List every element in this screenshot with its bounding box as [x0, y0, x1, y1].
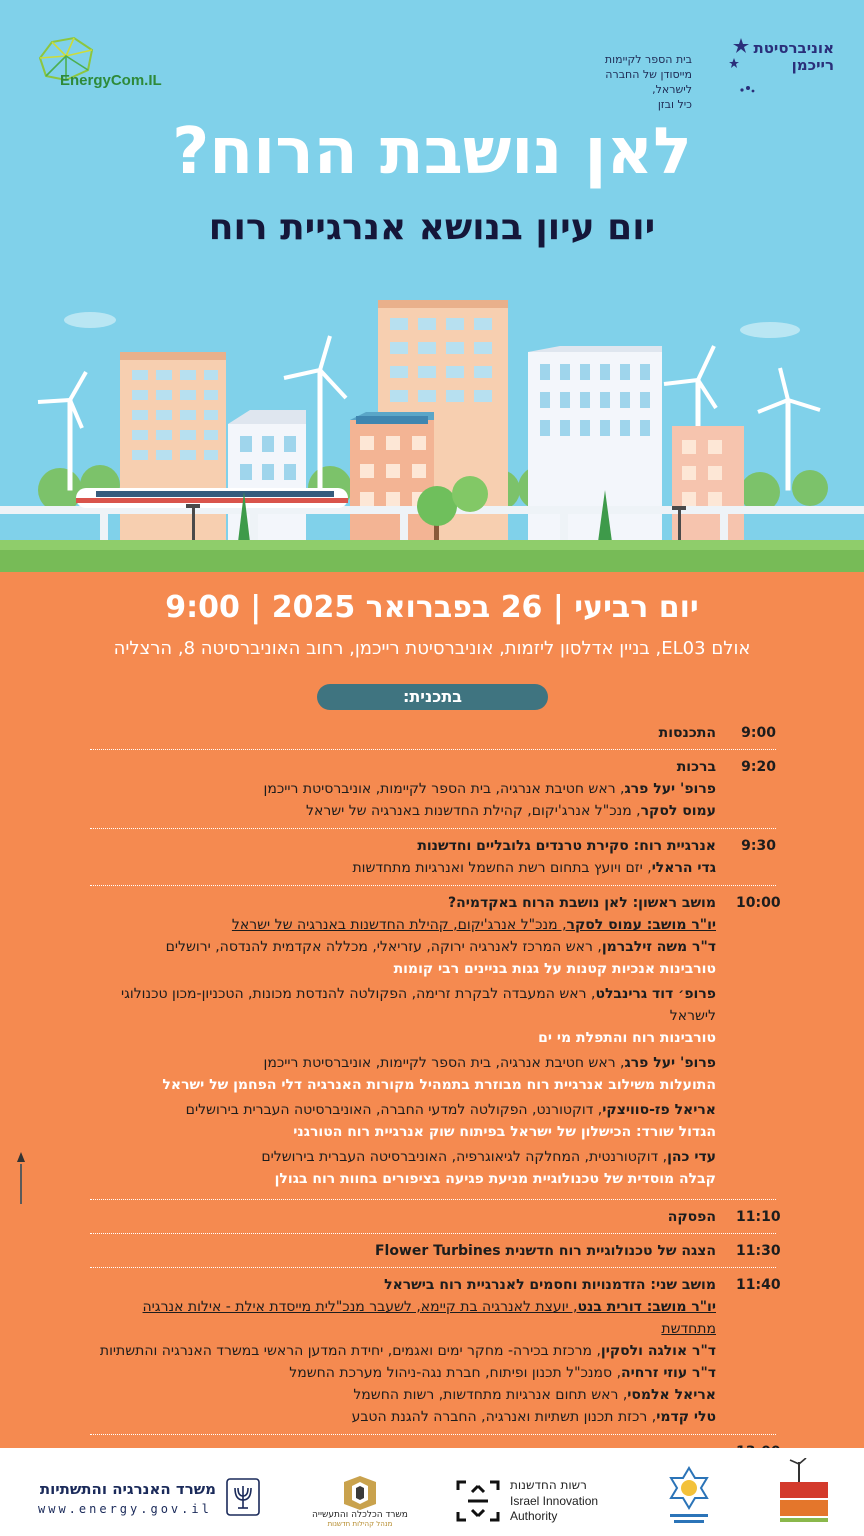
agenda-list: [90, 716, 781, 1469]
speaker-description: , ראש המרכז לאנרגיה ירוקה, עזריאלי, מכללה אקדמית להנדסה, ירושלים: [165, 939, 602, 955]
talk-topic: קבלה מוסדית של טכנולוגיית מניעת פגיעה בציפורים בחוות רוח בגולן: [274, 1171, 716, 1187]
speaker-name: אריאל פז-סוויצקי: [602, 1102, 716, 1118]
agenda-title: התכנסות: [658, 725, 716, 741]
agenda-time: 11:30: [736, 1243, 781, 1259]
ministry-of-economy-sub: מנהל קהילות חדשנות: [327, 1520, 393, 1528]
speaker-line: [90, 1340, 776, 1362]
energycom-logo-text: EnergyCom.IL: [60, 72, 162, 89]
speaker-name: עדי כהן: [667, 1149, 716, 1165]
speaker-name: ד"ר משה זילברמן: [601, 939, 716, 955]
speaker-description: , ראש חטיבת אנרגיה, בית הספר לקיימות, אוניברסיטת רייכמן: [263, 781, 625, 797]
speaker-name: גדי הראלי: [651, 860, 716, 876]
innovation-authority-hebrew: רשות החדשנות: [510, 1478, 587, 1492]
school-line-3: כיל ובזן: [657, 98, 692, 111]
side-credit-mark: [14, 1150, 28, 1210]
speaker-name: פרופ' יעל פרג: [624, 781, 716, 797]
agenda-title: מושב ראשון: לאן נושבת הרוח באקדמיה?: [448, 895, 716, 911]
school-of-sustainability-text: [572, 52, 692, 112]
ministry-of-energy-url: www.energy.gov.il: [38, 1502, 212, 1516]
israel-innovation-authority-logo: [454, 1478, 614, 1524]
session-chair: [90, 1296, 776, 1340]
speaker-line: [90, 983, 776, 1049]
speaker-name: יו"ר מושב: עמוס לסקר: [566, 917, 716, 933]
innovation-authority-english-1: Israel Innovation: [510, 1494, 599, 1508]
speaker-name: טלי קדמי: [656, 1409, 716, 1425]
agenda-title: הצגה של טכנולוגיית רוח חדשנית Flower Turbines: [374, 1243, 716, 1259]
agenda-time: 9:00: [741, 725, 776, 741]
agenda-title: הפסקה: [667, 1209, 716, 1225]
session-chair: [90, 914, 776, 936]
program-label: בתכנית:: [317, 684, 548, 710]
agenda-title: ברכות: [676, 759, 716, 775]
agenda-time: 11:10: [736, 1209, 781, 1225]
school-line-1: בית הספר לקיימות: [604, 53, 692, 66]
agenda-title: מושב שני: הזדמנויות וחסמים לאנרגיית רוח בישראל: [384, 1277, 716, 1293]
speaker-name: עמוס לסקר: [640, 803, 716, 819]
speaker-description: , דוקטורנטית, המחלקה לגיאוגרפיה, האוניברסיטה העברית בירושלים: [261, 1149, 668, 1165]
agenda-item: [90, 1268, 781, 1435]
speaker-description: , ראש חטיבת אנרגיה, בית הספר לקיימות, אוניברסיטת רייכמן: [263, 1055, 625, 1071]
talk-topic: התועלות משילוב אנרגיית רוח מבוזרת בתמהיל מקורות האנרגיה דלי הפחמן של ישראל: [162, 1077, 716, 1093]
talk-topic: טורבינות רוח והתפלת מי ים: [538, 1030, 716, 1046]
stars-icon: [726, 36, 756, 96]
speaker-description: , יועצת לאנרגיה בת קיימא, לשעבר מנכ"לית מייסדת אילת - אילות אנרגיה מתחדשת: [142, 1299, 716, 1337]
energycom-logo: [34, 36, 174, 96]
speaker-description: , סמנכ"ל תכנון ופיתוח, חברת נגה-ניהול מערכת החשמל: [289, 1365, 622, 1381]
speaker-description: , מנכ"ל אנרג'יקום, קהילת החדשנות באנרגיה של ישראל: [231, 917, 567, 933]
agenda-time: 11:40: [736, 1277, 781, 1293]
reichman-logo-line2: רייכמן: [791, 56, 834, 74]
speaker-line: [90, 1099, 776, 1143]
header-banner: [0, 0, 864, 572]
school-line-2: מייסודן של החברה לישראל,: [605, 68, 692, 96]
speaker-name: יו"ר מושב: דורית בנט: [577, 1299, 716, 1315]
agenda-item: [90, 750, 776, 829]
speaker-line: [90, 800, 776, 822]
speaker-line: [90, 1362, 776, 1384]
agenda-item: [90, 886, 781, 1200]
agenda-time: 9:30: [741, 838, 776, 854]
speaker-line: [90, 1052, 776, 1096]
speaker-name: אריאל אלמסי: [627, 1387, 716, 1403]
agenda-item: [90, 1234, 781, 1268]
speaker-line: [90, 1384, 776, 1406]
ministry-of-energy-name: משרד האנרגיה והתשתיות: [39, 1480, 216, 1498]
event-venue-line: אולם EL03, בניין אדלסון ליזמות, אוניברסיטת רייכמן, רחוב האוניברסיטה 8, הרצליה: [113, 638, 751, 659]
ministry-of-energy-logo: [38, 1478, 260, 1518]
train-icon: [76, 488, 348, 508]
speaker-description: , דוקטורנט, הפקולטה למדעי החברה, האוניברסיטה העברית בירושלים: [185, 1102, 603, 1118]
economy-emblem-icon: [300, 1476, 420, 1510]
speaker-description: , ראש תחום אנרגיות מתחדשות, רשות החשמל: [353, 1387, 628, 1403]
reichman-university-logo: [724, 40, 834, 100]
speaker-line: [90, 857, 776, 879]
talk-topic: הגדול שורד: הכישלון של ישראל בפיתוח שוק אנרגיית רוח הטורגני: [293, 1124, 716, 1140]
speaker-description: , יזם ויועץ בתחום רשת החשמל ואנרגיות מתחדשות: [352, 860, 652, 876]
city-illustration: [0, 260, 864, 572]
speaker-description: , מרכזת בכירה- מחקר ימים ואגמים, יחידת המדען הראשי במשרד האנרגיה והתשתיות: [99, 1343, 601, 1359]
speaker-name: פרופ' יעל פרג: [624, 1055, 716, 1071]
talk-topic: טורבינות אנכיות קטנות על גגות בניינים רבי קומות: [393, 961, 716, 977]
agenda-time: 9:20: [741, 759, 776, 775]
agenda-item: [90, 716, 776, 750]
speaker-name: ד"ר אולגה ולסקין: [600, 1343, 716, 1359]
speaker-line: [90, 778, 776, 800]
speaker-description: , מנכ"ל אנרג'יקום, קהילת החדשנות באנרגיה של ישראל: [306, 803, 641, 819]
menorah-emblem-icon: [226, 1478, 260, 1516]
speaker-description: , רכזת תכנון תשתיות ואנרגיה, החברה להגנת הטבע: [351, 1409, 657, 1425]
speaker-name: ד"ר עוזי זרחיה: [621, 1365, 716, 1381]
speaker-line: [90, 1146, 776, 1190]
innovation-arrows-icon: [454, 1478, 502, 1524]
agenda-title: אנרגיית רוח: סקירת טרנדים גלובליים וחדשנות: [417, 838, 716, 854]
page-title: לאן נושבת הרוח?: [172, 115, 692, 189]
ministry-of-economy-logo: [300, 1476, 420, 1528]
renewable-union-logo: [664, 1464, 714, 1528]
agenda-item: [90, 1200, 781, 1234]
speaker-line: [90, 1406, 776, 1428]
sponsor-logos-bar: [0, 1448, 864, 1536]
eilat-eilot-logo: [776, 1458, 832, 1528]
page-subtitle: יום עיון בנושא אנרגיית רוח: [208, 207, 656, 248]
speaker-description: , ראש המעבדה לבקרת זרימה, הפקולטה להנדסת מכונות, הטכניון-מכון טכנולוגי לישראל: [120, 986, 716, 1024]
event-date-line: יום רביעי | 26 בפברואר 2025 | 9:00: [165, 590, 699, 625]
agenda-item: [90, 829, 776, 886]
speaker-name: פרופ׳ דוד גרינבלט: [595, 986, 716, 1002]
ministry-of-economy-name: משרד הכלכלה והתעשייה: [312, 1510, 408, 1520]
innovation-authority-english-2: Authority: [510, 1509, 558, 1523]
speaker-line: [90, 936, 776, 980]
reichman-logo-line1: אוניברסיטת: [753, 39, 834, 57]
agenda-time: 10:00: [736, 895, 781, 911]
